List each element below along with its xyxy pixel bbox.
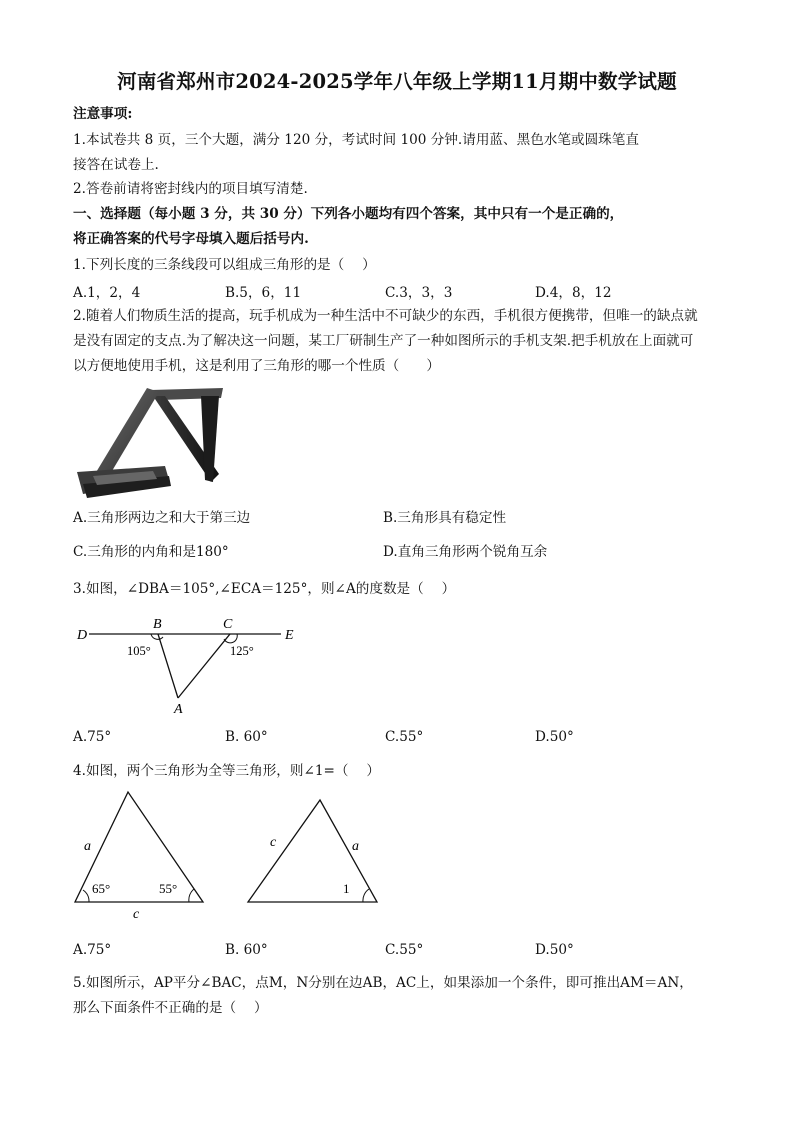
- q3-label-d: D: [77, 628, 88, 643]
- q1-stem: 1.下列长度的三条线段可以组成三角形的是（ ）: [73, 257, 376, 273]
- q4-right-left-label: c: [270, 835, 277, 850]
- q4-angle-65: 65°: [92, 881, 111, 896]
- q3-option-a: A.75°: [73, 729, 112, 745]
- notes-line-1b: 接答在试卷上.: [73, 157, 159, 173]
- q2-stem-1: 2.随着人们物质生活的提高，玩手机成为一种生活中不可缺少的东西，手机很方便携带，但唯一的缺点就: [73, 308, 698, 324]
- q3-label-c: C: [223, 617, 233, 632]
- q3-label-b: B: [153, 617, 162, 632]
- q1-option-a: A.1，2，4: [73, 285, 141, 301]
- q4-angle-1: 1: [343, 881, 350, 896]
- q3-label-a: A: [174, 702, 183, 717]
- section1-line-2: 将正确答案的代号字母填入题后括号内.: [73, 231, 309, 247]
- q3-option-b: B. 60°: [225, 729, 268, 745]
- q1-option-c: C.3，3，3: [385, 285, 453, 301]
- q4-option-c: C.55°: [385, 942, 424, 958]
- q1-option-b: B.5，6，11: [225, 285, 302, 301]
- q4-stem: 4.如图，两个三角形为全等三角形，则∠1=（ ）: [73, 763, 380, 779]
- q4-option-b: B. 60°: [225, 942, 268, 958]
- q3-angle-c: 125°: [230, 644, 254, 658]
- q1-option-d: D.4，8，12: [535, 285, 612, 301]
- q2-option-d: D.直角三角形两个锐角互余: [383, 544, 548, 560]
- q2-stem-2: 是没有固定的支点.为了解决这一问题，某工厂研制生产了一种如图所示的手机支架.把手机放在上面就可: [73, 333, 694, 349]
- q4-option-d: D.50°: [535, 942, 574, 958]
- phone-stand-image: [73, 384, 223, 500]
- q3-label-e: E: [285, 628, 294, 643]
- q3-figure: [73, 610, 313, 720]
- q5-stem-1: 5.如图所示，AP平分∠BAC，点M，N分别在边AB，AC上，如果添加一个条件，即可推出AM＝AN，: [73, 975, 693, 991]
- q2-option-c: C.三角形的内角和是180°: [73, 544, 229, 560]
- q4-figure: [70, 788, 390, 923]
- page-title: 河南省郑州市2024-2025学年八年级上学期11月期中数学试题: [117, 70, 677, 93]
- q3-option-d: D.50°: [535, 729, 574, 745]
- q3-stem: 3.如图，∠DBA＝105°,∠ECA＝125°，则∠A的度数是（ ）: [73, 581, 456, 597]
- q4-left-side-label: a: [84, 839, 91, 854]
- q2-option-a: A.三角形两边之和大于第三边: [73, 510, 251, 526]
- q3-option-c: C.55°: [385, 729, 424, 745]
- notes-line-2: 2.答卷前请将密封线内的项目填写清楚.: [73, 181, 308, 197]
- q2-stem-3: 以方便地使用手机，这是利用了三角形的哪一个性质（ ）: [73, 358, 441, 374]
- section1-line-1: 一、选择题（每小题 3 分，共 30 分）下列各小题均有四个答案，其中只有一个是正确的，: [73, 206, 624, 222]
- q4-angle-55: 55°: [159, 881, 178, 896]
- q3-angle-b: 105°: [127, 644, 151, 658]
- q4-left-base-label: c: [133, 907, 140, 922]
- notes-line-1a: 1.本试卷共 8 页，三个大题，满分 120 分，考试时间 100 分钟.请用蓝、黑色水笔或圆珠笔直: [73, 132, 639, 148]
- q2-option-b: B.三角形具有稳定性: [383, 510, 507, 526]
- notes-heading: 注意事项:: [73, 106, 133, 122]
- q4-right-right-label: a: [352, 839, 359, 854]
- q5-stem-2: 那么下面条件不正确的是（ ）: [73, 1000, 268, 1016]
- q4-option-a: A.75°: [73, 942, 112, 958]
